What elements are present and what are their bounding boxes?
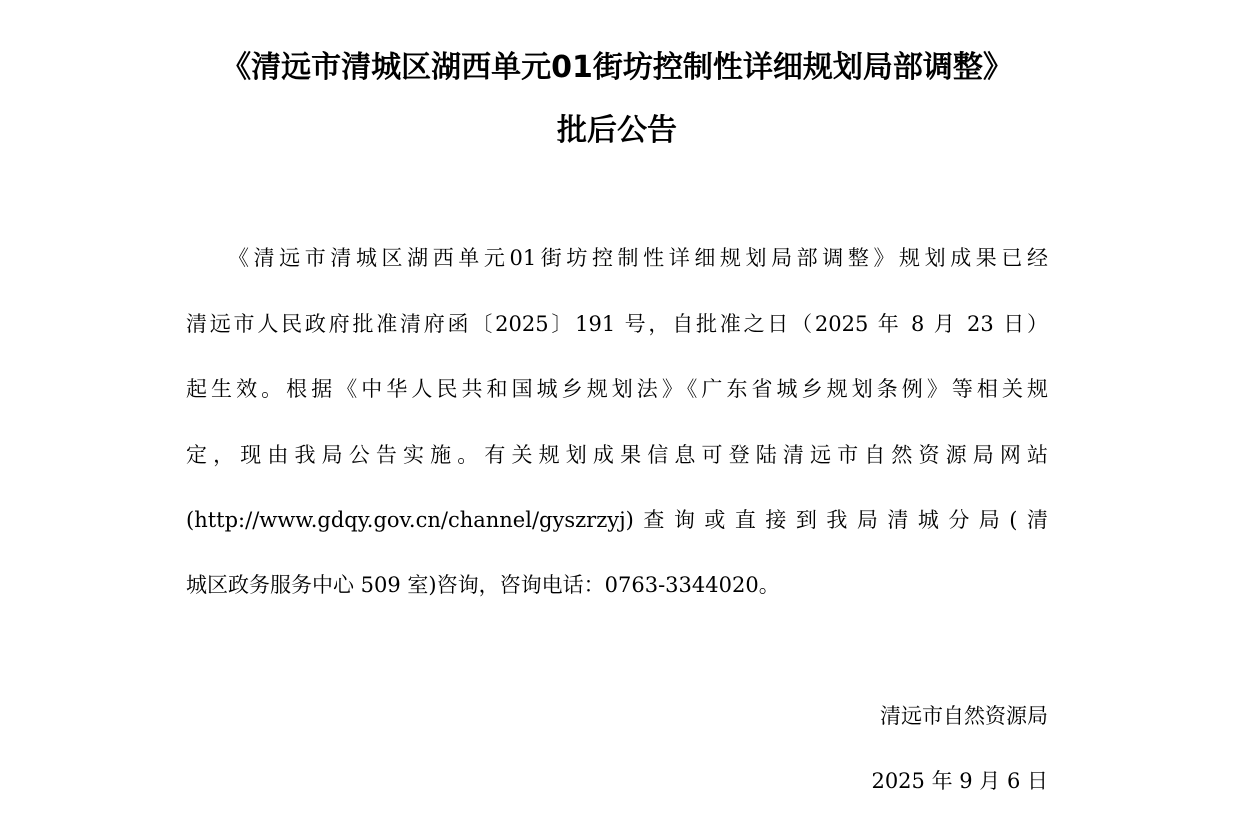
body-line: 《清远市清城区湖西单元01街坊控制性详细规划局部调整》规划成果已经 — [228, 246, 1048, 270]
document-subtitle: 批后公告 — [557, 113, 677, 148]
body-line: 城区政务服务中心 509 室)咨询，咨询电话：0763-3344020。 — [186, 573, 780, 597]
body-line: (http://www.gdqy.gov.cn/channel/gyszrzyj)查询或直接到我局清城分局(清 — [186, 508, 1048, 532]
body-line: 定，现由我局公告实施。有关规划成果信息可登陆清远市自然资源局网站 — [186, 443, 1048, 467]
document-title: 《清远市清城区湖西单元01街坊控制性详细规划局部调整》 — [221, 50, 1013, 85]
body-line: 起生效。根据《中华人民共和国城乡规划法》《广东省城乡规划条例》等相关规 — [186, 377, 1048, 401]
body-line: 清远市人民政府批准清府函〔2025〕191 号，自批准之日（2025 年 8 月 23 日） — [186, 312, 1048, 336]
signature-organization: 清远市自然资源局 — [880, 704, 1048, 728]
signature-date: 2025 年 9 月 6 日 — [871, 769, 1048, 793]
